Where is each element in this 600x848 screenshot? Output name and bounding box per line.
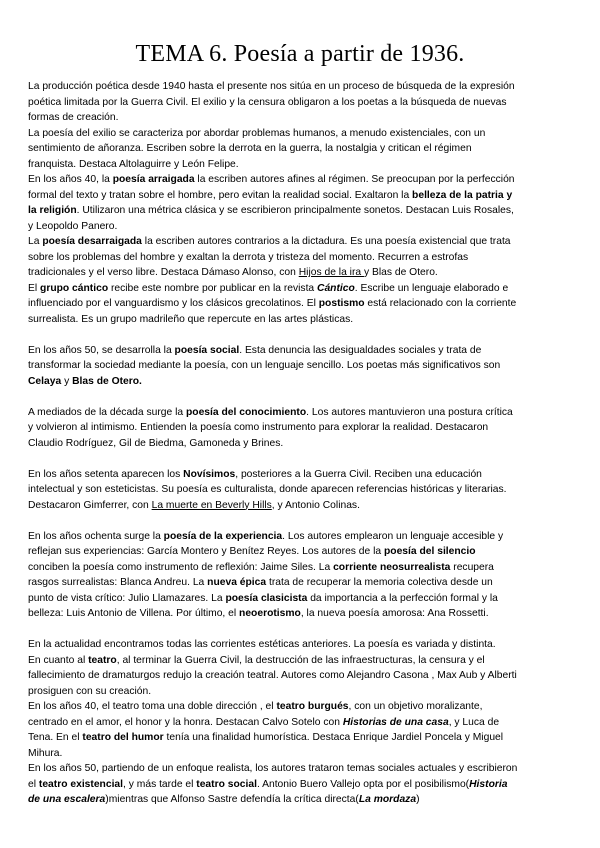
- paragraph: [28, 637, 558, 653]
- text-run: tradicionales y el verso libre. Destaca Dámaso Alonso, con: [28, 267, 299, 278]
- paragraph-spacer: [28, 389, 558, 405]
- work-title: Cántico: [317, 282, 355, 294]
- text-run: recibe este nombre por publicar en la revista: [108, 282, 318, 294]
- text-run: surrealista. Es un grupo madrileño que repercute en las artes plásticas.: [28, 313, 354, 325]
- text-run: intelectual y son esteticistas. Su poesía es culturalista, donde aparecen referencias históricas y literarias.: [28, 484, 507, 495]
- bold-text: teatro existencial: [38, 778, 124, 790]
- text-run: En los años ochenta surge la: [28, 530, 164, 542]
- text-run: . Los autores emplearon un lenguaje accesible y: [282, 530, 504, 542]
- text-run: El: [28, 282, 41, 294]
- text-run: rasgos surrealistas: Blanca Andreu. La: [28, 577, 208, 588]
- text-run: da importancia a la perfección formal y la: [307, 592, 498, 604]
- text-run: punto de vista crítico: Julio Llamazares. La: [28, 592, 226, 604]
- text-run: En los años 50, partiendo de un enfoque realista, los autores trataron temas sociales actuales y escribieron: [28, 763, 518, 774]
- text-run: fallecimiento de dramaturgos redujo la creación teatral. Autores como Alejandro Casona , Max Aub y Alberti: [28, 670, 517, 681]
- text-run: recupera: [450, 561, 494, 573]
- text-run: . Esta denuncia las desigualdades sociales y trata de: [239, 344, 482, 356]
- text-run: está relacionado con la corriente: [364, 298, 517, 309]
- paragraph: [28, 467, 558, 514]
- text-run: En los años 50, se desarrolla la: [28, 344, 175, 356]
- text-run: En los años 40, la: [28, 174, 113, 185]
- bold-text: corriente neosurrealista: [333, 561, 451, 573]
- text-run: transformar la sociedad mediante la poesía, con un lenguaje sencillo. Los poetas más significativos son: [28, 360, 501, 371]
- work-title: La mordaza: [358, 794, 417, 805]
- text-run: Tena. En el: [28, 732, 83, 743]
- text-run: reflejan sus experiencias: García Montero y Benítez Reyes. Los autores de la: [28, 546, 384, 557]
- bold-text: teatro social: [196, 778, 257, 790]
- text-run: prosiguen con su creación.: [28, 685, 152, 697]
- bold-text: grupo cántico: [40, 282, 109, 294]
- bold-text: nueva épica: [207, 577, 267, 588]
- paragraph: [28, 281, 558, 328]
- bold-text: poesía social: [174, 344, 240, 356]
- paragraph: [28, 126, 558, 173]
- bold-text: teatro del humor: [82, 732, 164, 743]
- bold-text: Blas de Otero.: [72, 375, 142, 387]
- text-run: y: [61, 375, 73, 387]
- text-run: sentimiento de añoranza. Escriben sobre la derrota en la guerra, la nostalgia y critican el régimen: [28, 143, 472, 154]
- bold-text: teatro burgués: [276, 701, 349, 712]
- bold-text: teatro: [88, 654, 117, 666]
- underlined-title: Hijos de la ira: [298, 267, 364, 278]
- paragraph: [28, 653, 558, 700]
- text-run: el: [28, 778, 39, 790]
- text-run: y volvieron al intimismo. Entienden la poesía como instrumento para explorar la realidad. Destacaron: [28, 422, 489, 433]
- text-run: formas de creación.: [28, 112, 119, 123]
- bold-text: poesía clasicista: [225, 592, 308, 604]
- text-run: sobre los problemas del hombre y exaltan la derrota y tristeza del momento. Recurren a estrofas: [28, 251, 469, 263]
- document-body: [28, 79, 558, 808]
- text-run: , y Luca de: [448, 716, 500, 728]
- text-run: . Utilizaron una métrica clásica y se escribieron principalmente sonetos. Destacan Luis Rosales,: [76, 205, 514, 216]
- text-run: trata de recuperar la memoria colectiva desde un: [266, 577, 493, 588]
- text-run: franquista. Destaca Altolaguirre y León Felipe.: [28, 158, 239, 170]
- bold-text: poesía del conocimiento: [186, 406, 307, 418]
- paragraph-spacer: [28, 451, 558, 467]
- page-title: TEMA 6. Poesía a partir de 1936.: [135, 41, 465, 67]
- text-run: y Leopoldo Panero.: [28, 220, 118, 232]
- bold-text: poesía del silencio: [384, 546, 476, 557]
- bold-text: poesía desarraigada: [42, 236, 142, 247]
- paragraph: [28, 529, 558, 622]
- text-run: A mediados de la década surge la: [28, 406, 186, 418]
- bold-text: poesía de la experiencia: [163, 530, 283, 542]
- text-run: poética limitada por la Guerra Civil. El exilio y la censura obligaron a los poetas a la búsqueda de nuevas: [28, 96, 507, 108]
- text-run: influenciado por el vanguardismo y los clásicos grecolatinos. El: [28, 298, 319, 309]
- paragraph: [28, 761, 558, 808]
- paragraph: [28, 699, 558, 761]
- text-run: tenía una finalidad humorística. Destaca Enrique Jardiel Poncela y Miguel: [163, 732, 504, 743]
- text-run: ): [416, 794, 420, 805]
- text-run: Claudio Rodríguez, Gil de Biedma, Gamoneda y Brines.: [28, 437, 284, 449]
- paragraph: [28, 172, 558, 234]
- paragraph: [28, 234, 558, 281]
- text-run: En cuanto al: [28, 654, 89, 666]
- paragraph: [28, 405, 558, 452]
- bold-text: neoerotismo: [239, 608, 301, 619]
- text-run: , al terminar la Guerra Civil, la destrucción de las infraestructuras, la censura y el: [116, 654, 485, 666]
- text-run: La producción poética desde 1940 hasta el presente nos sitúa en un proceso de búsqueda de la expresión: [28, 81, 515, 92]
- text-run: )mientras que Alfonso Sastre defendía la crítica directa(: [105, 794, 359, 805]
- text-run: la escriben autores contrarios a la dictadura. Es una poesía existencial que trata: [141, 236, 511, 247]
- bold-text: la religión: [28, 205, 77, 216]
- text-run: Destacaron Gimferrer, con: [28, 499, 152, 511]
- paragraph-spacer: [28, 622, 558, 638]
- paragraph-spacer: [28, 513, 558, 529]
- text-run: , la nueva poesía amorosa: Ana Rossetti.: [300, 608, 489, 619]
- text-run: , y más tarde el: [123, 778, 197, 790]
- text-run: La poesía del exilio se caracteriza por abordar problemas humanos, a menudo existenciales, con un: [28, 127, 486, 139]
- work-title: de una escalera: [28, 794, 106, 805]
- text-run: conciben la poesía como instrumento de reflexión: Jaime Siles. La: [28, 561, 334, 573]
- text-run: En la actualidad encontramos todas las corrientes estéticas anteriores. La poesía es variada y distinta.: [28, 639, 496, 650]
- text-run: , con un objetivo moralizante,: [348, 701, 483, 712]
- text-run: . Los autores mantuvieron una postura crítica: [306, 406, 513, 418]
- paragraph-spacer: [28, 327, 558, 343]
- bold-text: postismo: [318, 298, 365, 309]
- text-run: En los años 40, el teatro toma una doble dirección , el: [28, 701, 277, 712]
- text-run: centrado en el amor, el honor y la honra. Destacan Calvo Sotelo con: [28, 716, 343, 728]
- text-run: . Escribe un lenguaje elaborado e: [354, 282, 509, 294]
- text-run: . Antonio Buero Vallejo opta por el posibilismo(: [256, 778, 470, 790]
- work-title: Historias de una casa: [342, 716, 449, 728]
- text-run: formal del texto y tratan sobre el hombre, pero evitan la realidad social. Exaltaron la: [28, 189, 413, 201]
- bold-text: belleza de la patria y: [412, 189, 513, 201]
- paragraph: [28, 343, 558, 390]
- text-run: , posteriores a la Guerra Civil. Reciben una educación: [235, 468, 482, 480]
- bold-text: Novísimos: [183, 468, 236, 480]
- paragraph: [28, 79, 558, 126]
- text-run: Mihura.: [28, 747, 63, 759]
- text-run: y Blas de Otero.: [363, 267, 438, 278]
- text-run: En los años setenta aparecen los: [28, 468, 184, 480]
- text-run: La: [28, 236, 43, 247]
- text-run: la escriben autores afines al régimen. Se preocupan por la perfección: [194, 174, 515, 185]
- text-run: , y Antonio Colinas.: [271, 499, 360, 511]
- bold-text: Celaya: [28, 375, 62, 387]
- text-run: belleza: Luis Antonio de Villena. Por último, el: [28, 608, 240, 619]
- bold-text: poesía arraigada: [112, 174, 195, 185]
- underlined-title: La muerte en Beverly Hills: [151, 499, 272, 511]
- work-title: Historia: [469, 778, 508, 790]
